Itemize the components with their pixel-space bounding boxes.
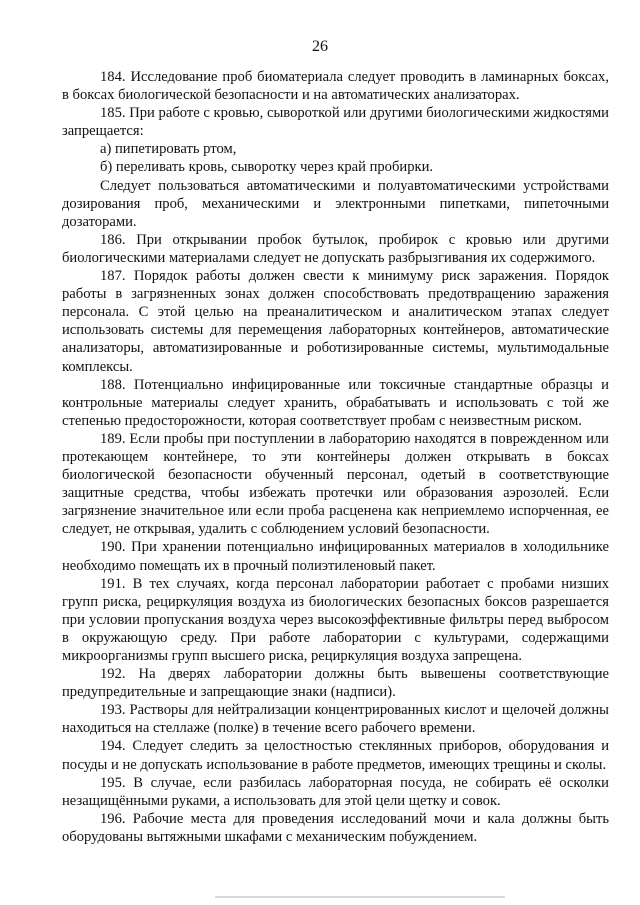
document-body (62, 68, 609, 846)
paragraph-192: 192. На дверях лаборатории должны быть вывешены соответствующие предупредительные и запрещающие знаки (надписи). (62, 666, 609, 701)
paragraph-185-item-a: а) пипетировать ртом, (100, 141, 237, 158)
paragraph-188: 188. Потенциально инфицированные или токсичные стандартные образцы и контрольные материалы следует хранить, обрабатывать и использовать с той же степенью предосторожности, которая соответствует пробам с неизвестным риском. (62, 376, 609, 429)
page-number: 26 (312, 38, 328, 55)
paragraph-190: 190. При хранении потенциально инфицированных материалов в холодильнике необходимо помещать их в прочный полиэтиленовый пакет. (62, 539, 609, 574)
scan-bottom-edge (215, 896, 505, 898)
paragraph-185-dosing: Следует пользоваться автоматическими и полуавтоматическими устройствами дозирования проб, механическими и электронными пипетками, пипеточными дозаторами. (62, 177, 609, 230)
paragraph-189: 189. Если пробы при поступлении в лабораторию находятся в поврежденном или протекающем контейнере, то эти контейнеры должен открывать в боксах биологической безопасности обученный персонал, одетый в соответствующие защитные средства, чтобы избежать протечки или образования аэрозолей. Если загрязнение значительное или если проба расценена как неприемлемо испорченная, ее следует, не открывая, удалить с соблюдением условий безопасности. (62, 430, 609, 538)
paragraph-193: 193. Растворы для нейтрализации концентрированных кислот и щелочей должны находиться на стеллаже (полке) в течение всего рабочего времени. (62, 702, 609, 737)
paragraph-185: 185. При работе с кровью, сывороткой или другими биологическими жидкостями запрещается: (62, 105, 609, 140)
paragraph-185-item-b: б) переливать кровь, сыворотку через край пробирки. (100, 159, 434, 176)
paragraph-194: 194. Следует следить за целостностью стеклянных приборов, оборудования и посуды и не допускать использование в работе предметов, имеющих трещины и сколы. (62, 738, 609, 773)
paragraph-184: 184. Исследование проб биоматериала следует проводить в ламинарных боксах, в боксах биологической безопасности и на автоматических анализаторах. (62, 69, 609, 104)
paragraph-186: 186. При открывании пробок бутылок, пробирок с кровью или другими биологическими материалами следует не допускать разбрызгивания их содержимого. (62, 231, 609, 266)
paragraph-191: 191. В тех случаях, когда персонал лаборатории работает с пробами низших групп риска, рециркуляция воздуха из биологических безопасных боксов разрешается при условии пропускания воздуха через высокоэффективные фильтры перед выбросом в окружающую среду. При работе лаборатории с культурами, содержащими микроорганизмы групп высшего риска, рециркуляция воздуха запрещена. (62, 575, 609, 664)
paragraph-195: 195. В случае, если разбилась лабораторная посуда, не собирать её осколки незащищёнными руками, а использовать для этой цели щетку и совок. (62, 774, 609, 809)
paragraph-196: 196. Рабочие места для проведения исследований мочи и кала должны быть оборудованы вытяжными шкафами с механическим побуждением. (62, 810, 609, 845)
paragraph-187: 187. Порядок работы должен свести к минимуму риск заражения. Порядок работы в загрязненных зонах должен способствовать предотвращению заражения персонала. С этой целью на преаналитическом и аналитическом этапах следует использовать системы для перемещения лабораторных контейнеров, автоматические анализаторы, автоматизированные и роботизированные системы, мультимодальные комплексы. (62, 268, 609, 375)
